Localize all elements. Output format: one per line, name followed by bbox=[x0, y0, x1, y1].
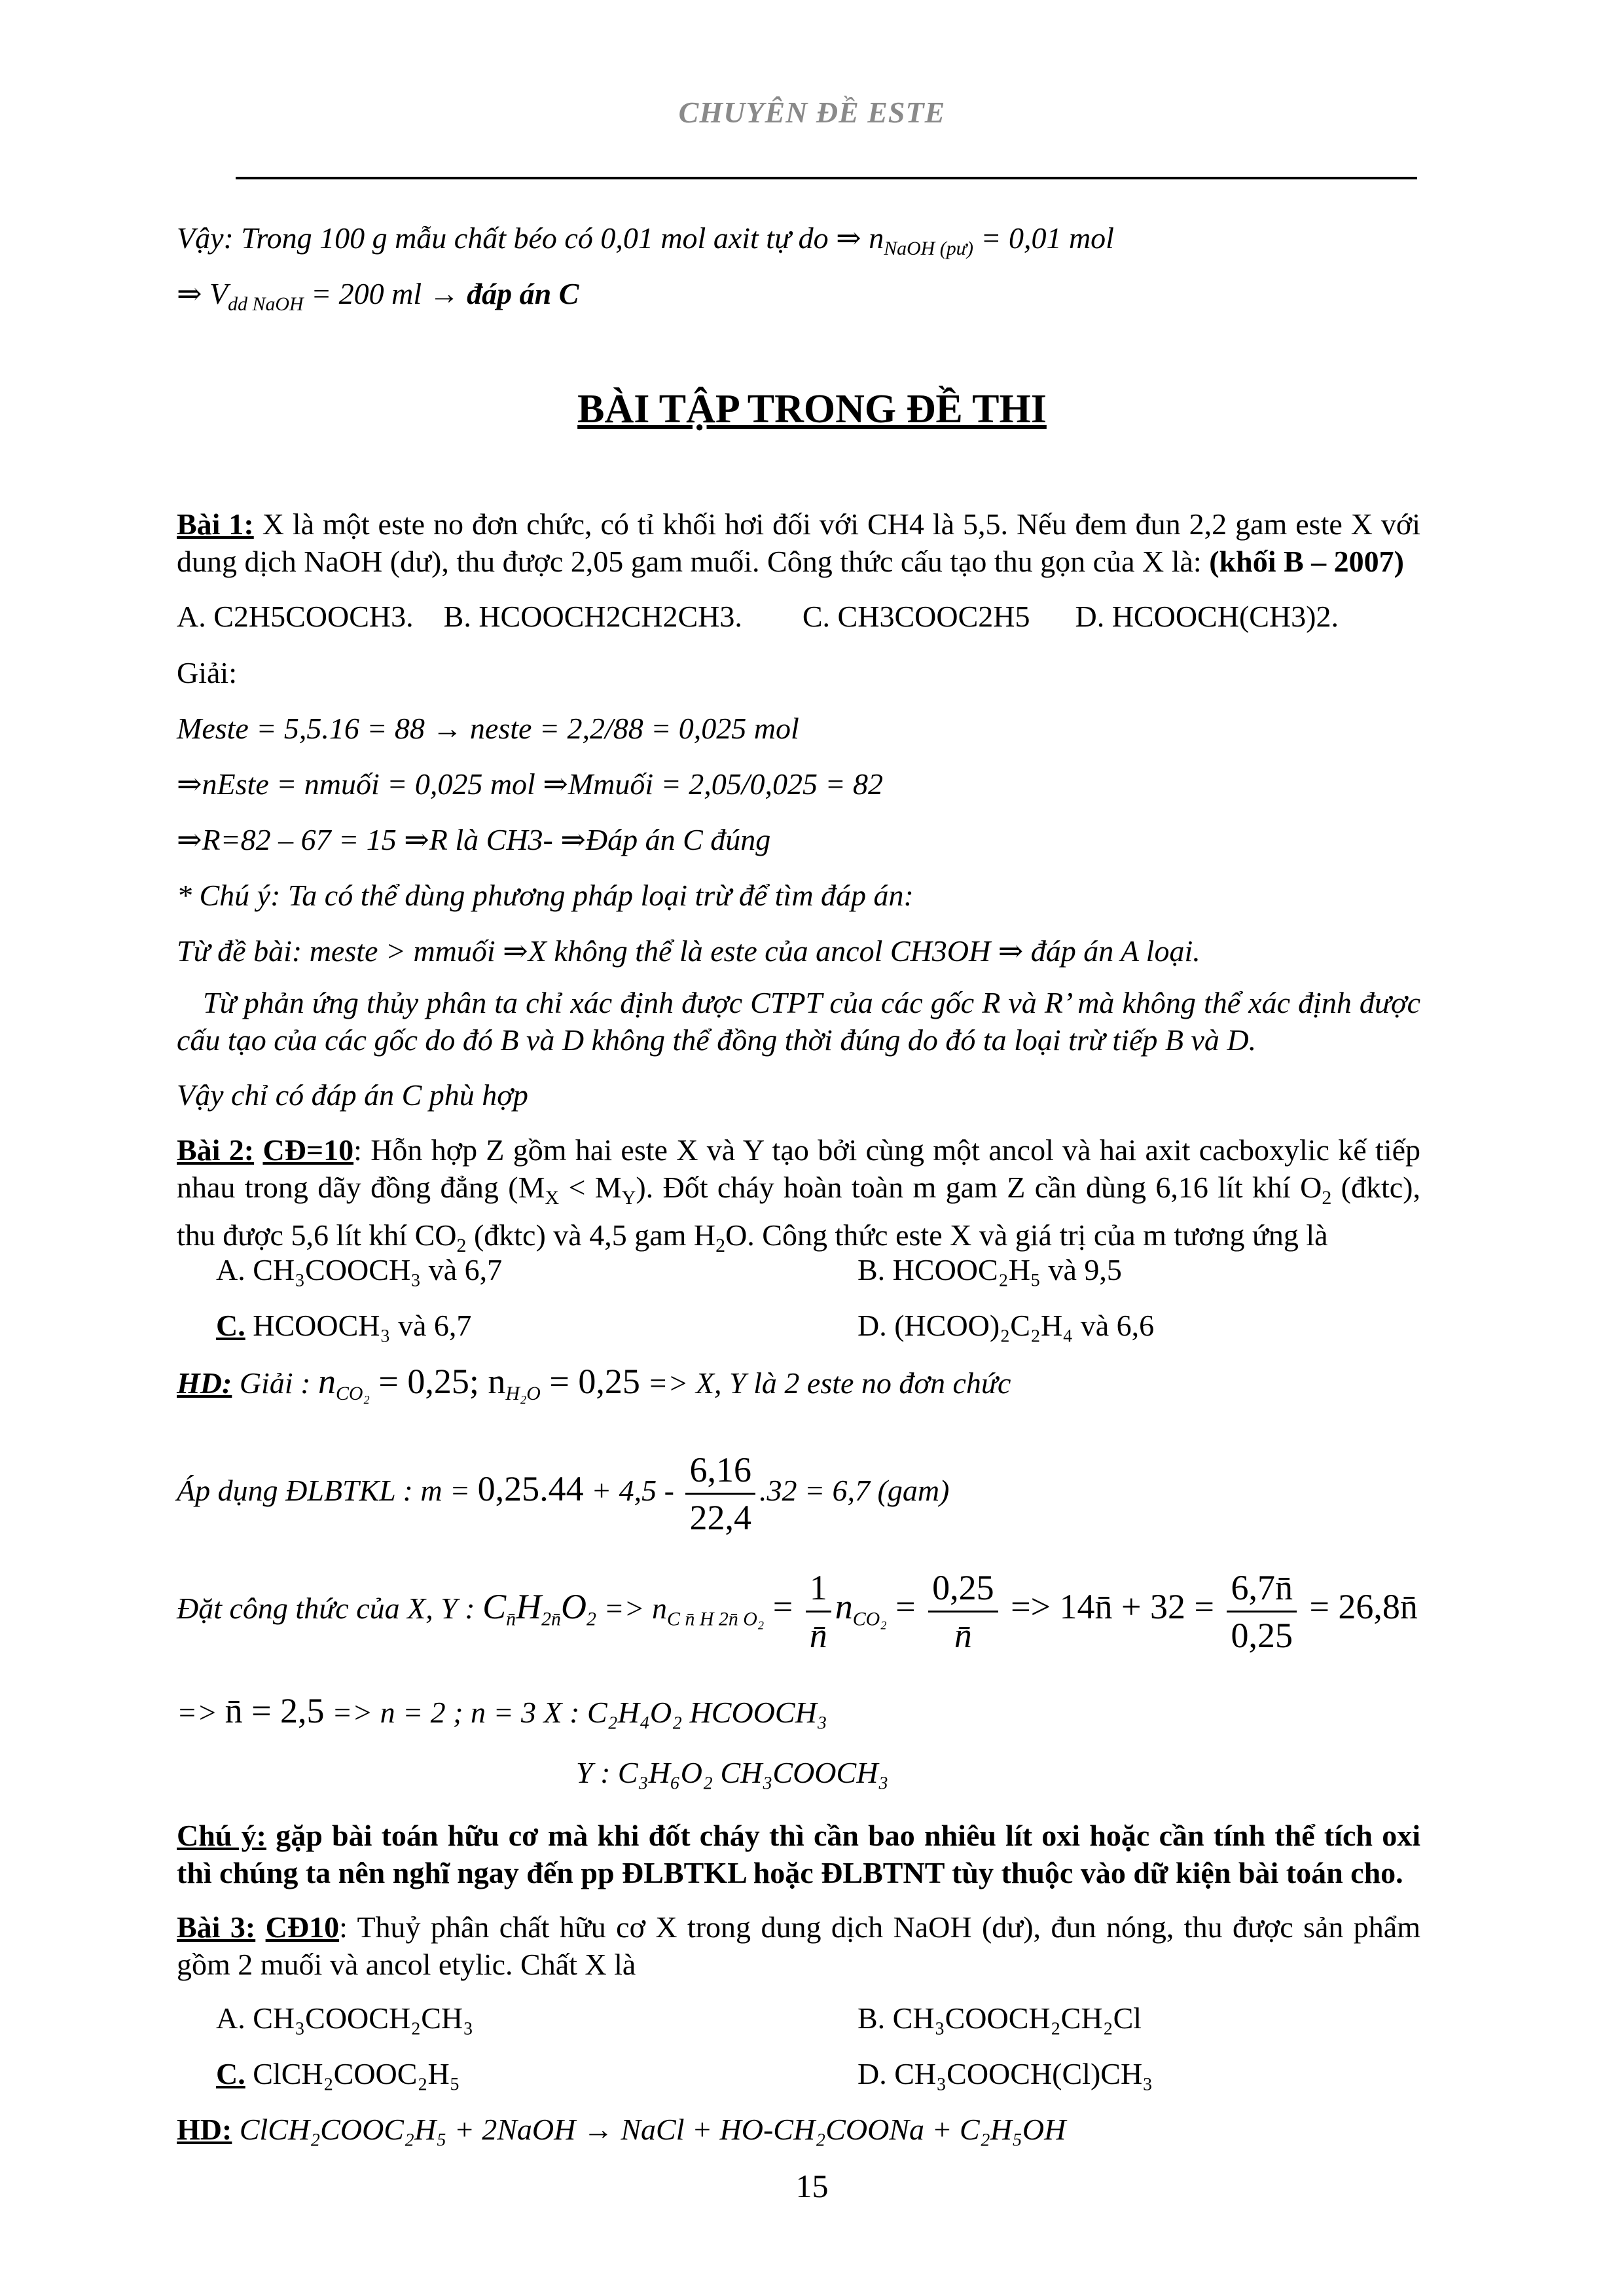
bai2-hd-label: HD: bbox=[177, 1366, 232, 1400]
bai1-step-2: ⇒nEste = nmuối = 0,025 mol ⇒Mmuối = 2,05/0,025 = 82 bbox=[177, 767, 884, 801]
bai2-option-b: B. HCOOC₂H₅ và 9,5 bbox=[857, 1253, 1122, 1286]
bai3-text: : Thuỷ phân chất hữu cơ X trong dung dịch NaOH (dư), đun nóng, thu được sản phẩm gồm 2 muối và ancol etylic. Chất X là bbox=[177, 1910, 1421, 1981]
bai2-option-a: A. CH₃COOCH₃ và 6,7 bbox=[216, 1253, 503, 1286]
bai3-question bbox=[177, 1908, 1420, 1983]
intro-n: n bbox=[861, 221, 884, 255]
intro-v: V bbox=[202, 277, 228, 310]
fraction-67n-025: $\frac{6,7n̄}{0,25}$ bbox=[1227, 1565, 1297, 1658]
bai2-tag: CĐ=10 bbox=[262, 1133, 354, 1167]
bai2-hd-line-4: => n̄ = 2,5 => n = 2 ; n = 3 X : C₂H₄O₂ HCOOCH₃ bbox=[177, 1691, 827, 1730]
bai1-step-3: ⇒R=82 – 67 = 15 ⇒R là CH3- ⇒Đáp án C đúng bbox=[177, 823, 771, 856]
bai3-hd-label: HD: bbox=[177, 2113, 232, 2146]
bai3-option-b: B. CH₃COOCH₂CH₂Cl bbox=[857, 2001, 1142, 2035]
bai2-hd-line-1: HD: Giải : $n_{CO_2} = 0,25$; $n_{H_2O} = 0,25 => X$, Y là 2 este no đơn chức bbox=[177, 1362, 1011, 1405]
page-header: CHUYÊN ĐỀ ESTE bbox=[678, 96, 946, 129]
bai1-text: X là một este no đơn chức, có tỉ khối hơi đối với CH4 là 5,5. Nếu đem đun 2,2 gam este X với dung dịch NaOH (dư), thu được 2,05 gam muối. Công thức cấu tạo thu gọn của X là: bbox=[177, 507, 1421, 578]
bai2-note-label: Chú ý: bbox=[177, 1819, 266, 1852]
bai2-note bbox=[177, 1817, 1420, 1891]
intro-sub: NaOH (pư) bbox=[884, 238, 973, 260]
bai1-step-7: Vậy chỉ có đáp án C phù hợp bbox=[177, 1078, 528, 1112]
bai1-giai: Giải: bbox=[177, 656, 237, 689]
bai2-hd-line-5: Y : C₃H₆O₂ CH₃COOCH₃ bbox=[576, 1756, 889, 1789]
bai1-options: A. C2H5COOCH3. B. HCOOCH2CH2CH3. C. CH3COOC2H5 D. HCOOCH(CH3)2. bbox=[177, 600, 1339, 633]
intro-text: Vậy: Trong 100 g mẫu chất béo có 0,01 mol axit tự do bbox=[177, 221, 837, 255]
fraction-025-n: $\frac{0,25}{n̄}$ bbox=[928, 1565, 998, 1658]
bai3-option-d: D. CH₃COOCH(Cl)CH₃ bbox=[857, 2057, 1153, 2090]
bai3-option-c bbox=[216, 2056, 460, 2092]
bai3-label: Bài 3: bbox=[177, 1910, 256, 1944]
bai2-question: Bài 2: CĐ=10: Hỗn hợp Z gồm hai este X và Y tạo bởi cùng một ancol và hai axit cacboxylic kế tiếp nhau trong dãy đồng đẳng $(M_X < M_Y)$. Đốt cháy hoàn toàn m gam Z cần dùng 6,16 lít khí $O_2$ (đktc), thu được 5,6 lít khí $CO_2$ (đktc) và 4,5 gam $H_2O$. Công thức este X và giá trị của m tương ứng là bbox=[177, 1133, 1421, 1257]
bai1-source: (khối B – 2007) bbox=[1209, 545, 1404, 578]
bai2-option-c bbox=[216, 1307, 471, 1344]
bai3-tag: CĐ10 bbox=[265, 1910, 340, 1944]
implies-symbol: ⇒ bbox=[177, 276, 202, 311]
bai3-option-c-text: ClCH₂COOC₂H₅ bbox=[245, 2057, 460, 2090]
implies-symbol: ⇒ bbox=[836, 220, 861, 255]
bai1-step-1: Meste = 5,5.16 = 88 → neste = 2,2/88 = 0,025 mol bbox=[177, 712, 799, 745]
bai3-option-a: A. CH₃COOCH₂CH₃ bbox=[216, 2001, 474, 2035]
bai3-option-c-label: C. bbox=[216, 2057, 245, 2090]
bai1-step-5: Từ đề bài: meste > mmuối ⇒X không thể là este của ancol CH3OH ⇒ đáp án A loại. bbox=[177, 934, 1200, 968]
intro-value: = 0,01 mol bbox=[973, 221, 1114, 255]
fraction-1-n: $\frac{1}{n̄}$ bbox=[806, 1565, 831, 1658]
intro-line-2 bbox=[177, 275, 579, 323]
intro-answer: đáp án C bbox=[467, 277, 579, 310]
bai1-question bbox=[177, 505, 1420, 580]
header-rule bbox=[236, 177, 1417, 179]
bai1-step-4: * Chú ý: Ta có thể dùng phương pháp loại trừ để tìm đáp án: bbox=[177, 879, 914, 912]
section-title: BÀI TẬP TRONG ĐỀ THI bbox=[577, 387, 1047, 431]
bai3-hd bbox=[177, 2111, 1066, 2148]
intro-line-1 bbox=[177, 219, 1114, 267]
intro-value: = 200 ml → bbox=[303, 277, 467, 310]
bai2-option-c-text: HCOOCH₃ và 6,7 bbox=[245, 1309, 472, 1342]
page-number: 15 bbox=[795, 2168, 829, 2204]
bai2-note-text: gặp bài toán hữu cơ mà khi đốt cháy thì cần bao nhiêu lít oxi hoặc cần tính thể tích oxi thì chúng ta nên nghĩ ngay đến pp ĐLBTKL hoặc ĐLBTNT tùy thuộc vào dữ kiện bài toán cho. bbox=[177, 1819, 1420, 1889]
bai1-label: Bài 1: bbox=[177, 507, 254, 541]
bai2-option-d: D. (HCOO)₂C₂H₄ và 6,6 bbox=[857, 1309, 1155, 1342]
bai3-equation: ClCH₂COOC₂H₅ + 2NaOH → NaCl + HO-CH₂COONa + C₂H₅OH bbox=[232, 2113, 1066, 2146]
bai2-hd-line-3: Đặt công thức của X, Y : $C_{n̄}H_{2n̄}O_2 => n_{C n̄ H 2n̄ O_2}$ = $\frac{1}{n̄}$ $n_{CO_2}$ = $\frac{0,25}{n̄}$ => 14n̄ + 32 = $\frac{6,7n̄}{0,25}$ = 26,8n̄ bbox=[177, 1565, 1418, 1658]
bai2-hd-line-2: Áp dụng ĐLBTKL : m = 0,25.44 + 4,5 - $\frac{6,16}{22,4}$ .32 = 6,7 (gam) bbox=[177, 1447, 949, 1540]
intro-sub: dd NaOH bbox=[228, 293, 304, 316]
bai2-option-c-label: C. bbox=[216, 1309, 245, 1342]
fraction-616-224: $\frac{6,16}{22,4}$ bbox=[685, 1447, 755, 1540]
bai2-label: Bài 2: bbox=[177, 1133, 255, 1167]
bai1-step-6: Từ phản ứng thủy phân ta chỉ xác định được CTPT của các gốc R và R’ mà không thể xác định được cấu tạo của các gốc do đó B và D không thể đồng thời đúng do đó ta loại trừ tiếp B và D. bbox=[177, 986, 1420, 1057]
